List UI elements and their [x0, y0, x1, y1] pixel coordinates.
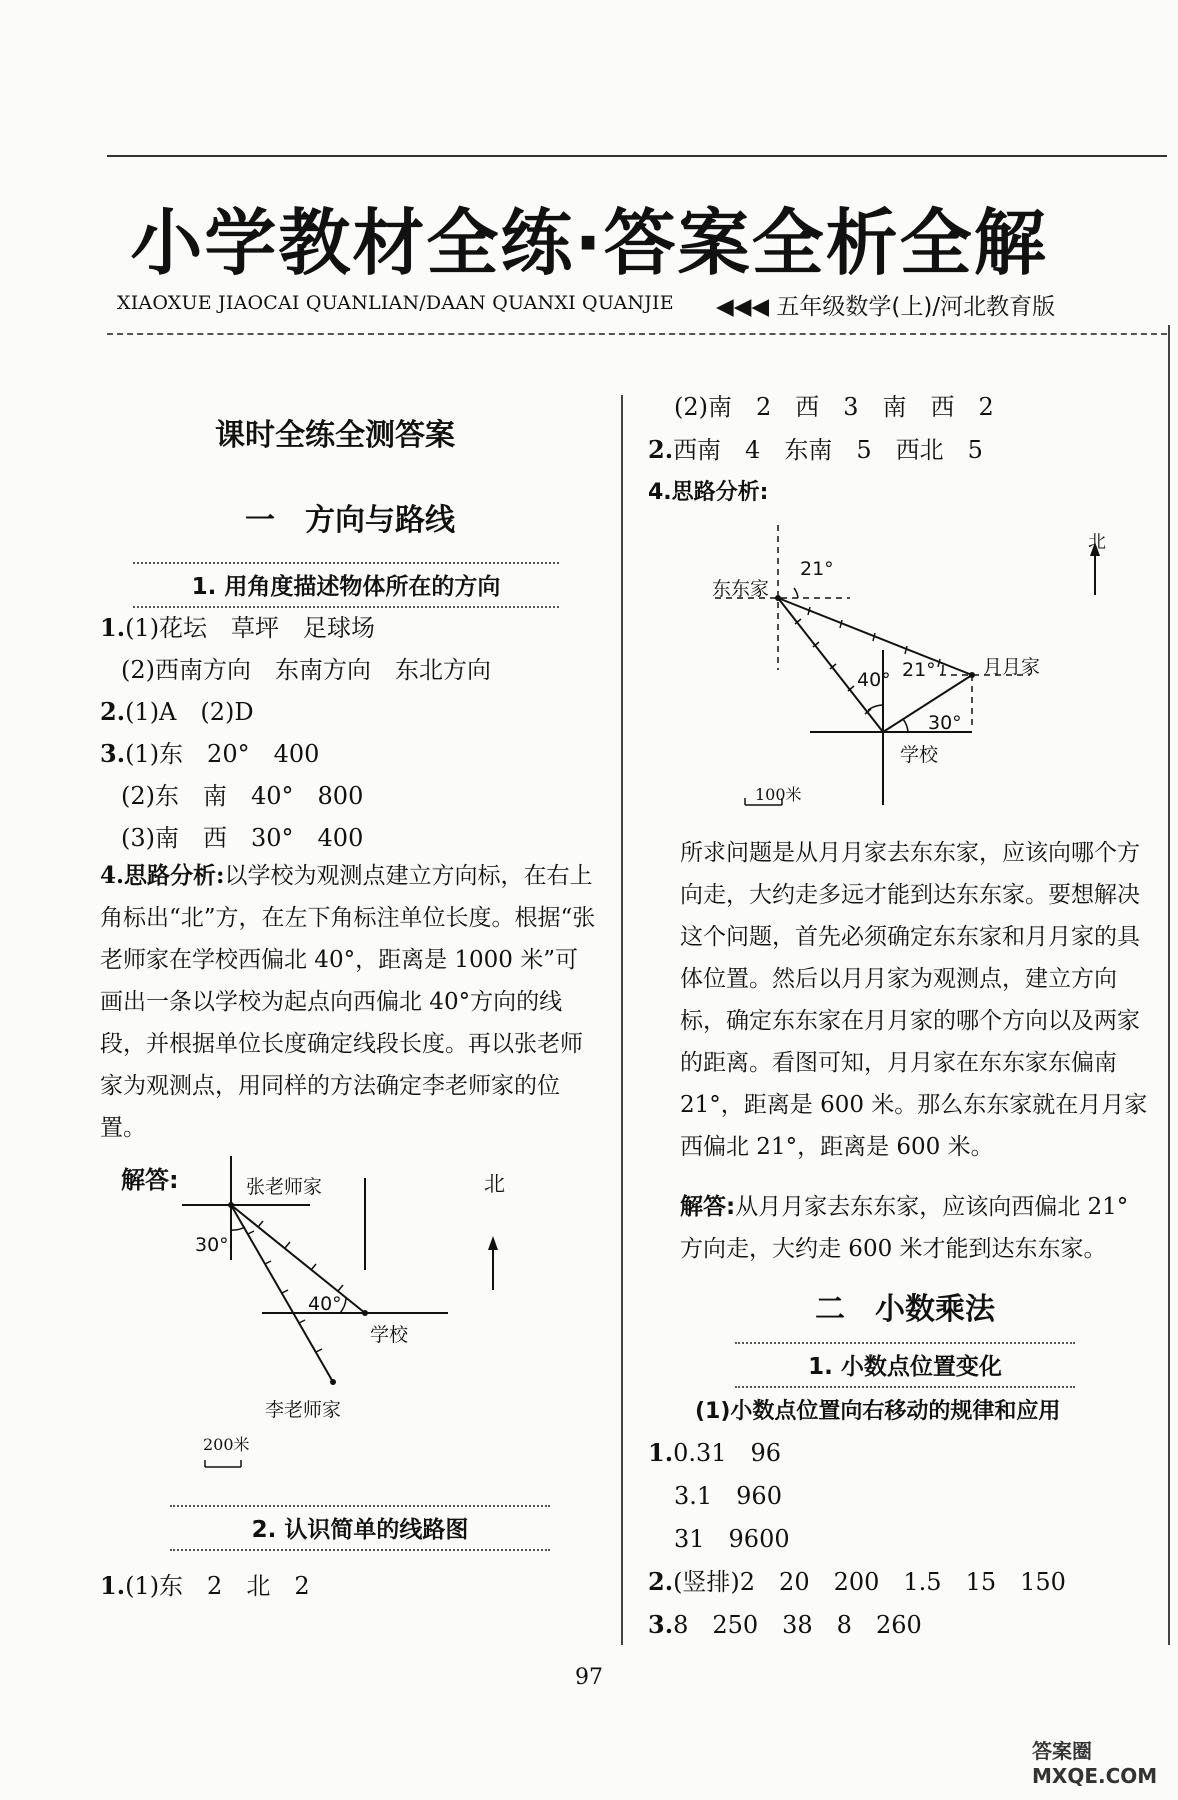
section-3-title: 1. 小数点位置变化	[735, 1342, 1075, 1388]
q4-analysis	[100, 855, 600, 1149]
r1-line: (2)南 2 西 3 南 西 2	[674, 393, 994, 421]
m3-line	[648, 1605, 922, 1640]
label-li-home: 李老师家	[265, 1399, 342, 1421]
r3-line	[648, 475, 768, 506]
m1-number: 1.	[648, 1438, 674, 1467]
label-scale-100: 100米	[755, 785, 802, 804]
label-north-2: 北	[1088, 532, 1106, 553]
q3-answer-a: (1)东 20° 400	[125, 740, 320, 768]
book-edition: ◀◀◀ 五年级数学(上)/河北教育版	[716, 294, 1056, 320]
label-scale-200: 200米	[203, 1435, 250, 1454]
column-divider	[621, 395, 623, 1645]
s2-q1-answer: (1)东 2 北 2	[125, 1572, 310, 1600]
right-analysis: 所求问题是从月月家去东东家，应该向哪个方向走，大约走多远才能到达东东家。要想解决这个问题，首先必须确定东东家和月月家的具体位置。然后以月月家为观测点，建立方向标，确定东东家在月月家的哪个方向以及两家的距离。看图可知，月月家在东东家东偏南 21°，距离是 600 米。那么东东家就在月月家西偏北 21°，距离是 600 米。	[680, 840, 1148, 1160]
label-angle-40: 40°	[308, 1293, 342, 1315]
chapter-1-title: 一 方向与路线	[245, 503, 455, 538]
q1-number: 1.	[100, 613, 126, 642]
right-margin-line	[1168, 325, 1170, 1645]
m1-line-b: 3.1 960	[674, 1482, 782, 1510]
q1-line-b: (2)西南方向 东南方向 东北方向	[121, 656, 491, 684]
m1-line-a	[648, 1433, 781, 1468]
right-answer-label: 解答:	[680, 1194, 736, 1220]
book-pinyin: XIAOXUE JIAOCAI QUANLIAN/DAAN QUANXI QUANJIE	[117, 292, 674, 314]
label-angle-21-top: 21°	[800, 558, 834, 580]
m1-line-c: 31 9600	[674, 1525, 790, 1553]
q3-line-c: (3)南 西 30° 400	[121, 824, 364, 852]
q2-line	[100, 692, 254, 727]
q4-text: 以学校为观测点建立方向标，在右上角标出“北”方，在左下角标注单位长度。根据“张老师家在学校西偏北 40°，距离是 1000 米”可画出一条以学校为起点向西偏北 40°方向的线段，并根据单位长度确定线段长度。再以张老师家为观测点，用同样的方法确定李老师家的位置。	[100, 863, 596, 1141]
m3-answer: 8 250 38 8 260	[673, 1611, 922, 1639]
label-zhang-home: 张老师家	[246, 1176, 323, 1198]
page-number: 97	[575, 1665, 603, 1690]
right-answer	[680, 1186, 1150, 1270]
m3-number: 3.	[648, 1610, 674, 1639]
label-school-2: 学校	[900, 744, 939, 766]
q2-answer: (1)A (2)D	[125, 698, 254, 726]
label-angle-30-2: 30°	[928, 712, 962, 734]
chapter-2-title: 二 小数乘法	[815, 1292, 995, 1327]
label-dongdong-home: 东东家	[712, 578, 770, 600]
s2-q1-line	[100, 1566, 310, 1601]
q3-line-a	[100, 734, 319, 769]
m1-answer-a: 0.31 96	[673, 1439, 782, 1467]
q1-line-a	[100, 608, 375, 643]
section-1-title: 1. 用角度描述物体所在的方向	[133, 562, 559, 608]
subsection-title: (1)小数点位置向右移动的规律和应用	[695, 1399, 1061, 1424]
section-2-title: 2. 认识简单的线路图	[170, 1505, 550, 1551]
s2-q1-number: 1.	[100, 1571, 126, 1600]
r3-number: 4.	[648, 480, 672, 505]
label-angle-21-mid: 21°	[902, 659, 936, 681]
answers-main-title: 课时全练全测答案	[215, 418, 455, 453]
label-angle-40-2: 40°	[857, 669, 891, 691]
label-north-1: 北	[484, 1172, 505, 1196]
r2-number: 2.	[648, 435, 674, 464]
label-school-1: 学校	[370, 1324, 409, 1346]
m2-answer: (竖排)2 20 200 1.5 15 150	[673, 1568, 1066, 1596]
right-answer-text: 从月月家去东东家，应该向西偏北 21°方向走，大约走 600 米才能到达东东家。	[680, 1194, 1129, 1262]
r2-line	[648, 430, 983, 465]
m2-number: 2.	[648, 1567, 674, 1596]
diagram-zhang-li	[170, 1150, 500, 1480]
m2-line	[648, 1562, 1066, 1597]
q3-line-b: (2)东 南 40° 800	[121, 782, 364, 810]
header-bottom-rule	[107, 333, 1167, 335]
q4-label: 思路分析:	[124, 862, 225, 889]
book-title: 小学教材全练·答案全析全解	[130, 201, 1048, 285]
q3-number: 3.	[100, 739, 126, 768]
q1-answer-a: (1)花坛 草坪 足球场	[125, 614, 376, 642]
q2-number: 2.	[100, 697, 126, 726]
watermark: 答案圈 MXQE.COM	[1032, 1739, 1158, 1788]
label-angle-30: 30°	[195, 1234, 229, 1256]
r2-answer: 西南 4 东南 5 西北 5	[673, 436, 983, 464]
header-top-rule	[107, 155, 1167, 157]
label-yueyue-home: 月月家	[983, 656, 1041, 678]
r3-label: 思路分析:	[671, 480, 769, 505]
answer-label-1: 解答:	[121, 1166, 179, 1194]
q4-number: 4.	[100, 862, 125, 889]
